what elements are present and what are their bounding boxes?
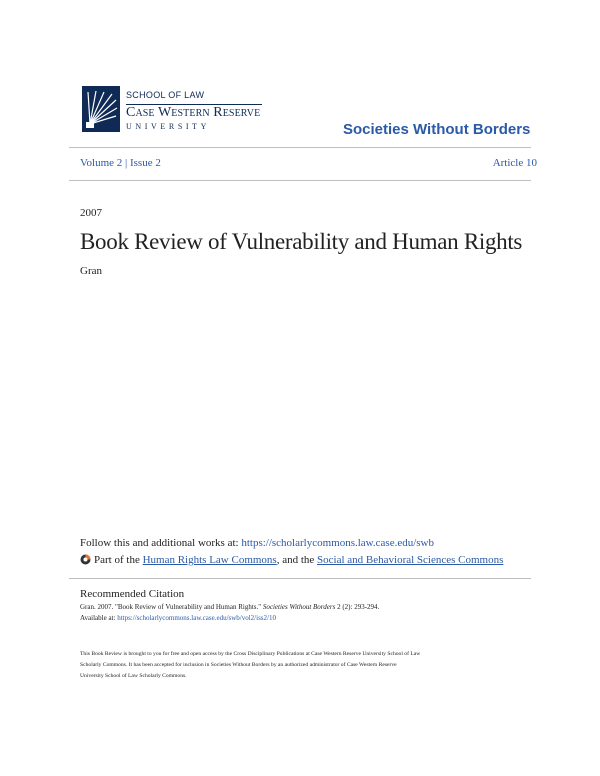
citation-availability	[80, 614, 276, 622]
article-url-link[interactable]: https://scholarlycommons.law.case.edu/swb/vol2/iss2/10	[117, 614, 276, 622]
volume-separator: |	[125, 157, 128, 169]
follow-url-link[interactable]: https://scholarlycommons.law.case.edu/swb	[241, 537, 434, 549]
article-link[interactable]: Article 10	[492, 157, 537, 169]
logo-name-text: Case Western Reserve	[126, 105, 261, 120]
available-prefix: Available at:	[80, 614, 118, 622]
publication-year: 2007	[80, 207, 102, 219]
citation-journal: Societies Without Borders	[262, 603, 336, 611]
part-of-line	[80, 554, 503, 568]
logo-school-text: SCHOOL OF LAW	[126, 90, 205, 100]
article-title: Book Review of Vulnerability and Human Rights	[80, 229, 523, 254]
part-of-prefix: Part of the	[94, 554, 143, 566]
bepress-icon	[80, 554, 91, 568]
volume-issue-line	[80, 157, 161, 169]
logo-university-text: UNIVERSITY	[126, 122, 210, 131]
citation-text	[80, 603, 379, 611]
school-logo	[82, 86, 267, 136]
volume-link[interactable]: Volume 2	[80, 157, 123, 169]
access-notice-line-3: University School of Law Scholarly Commons.	[80, 673, 187, 679]
citation-prefix: Gran. 2007. "Book Review of Vulnerability and Human Rights."	[80, 603, 263, 611]
follow-line	[80, 537, 434, 549]
human-rights-law-commons-link[interactable]: Human Rights Law Commons	[142, 554, 277, 566]
part-of-middle: , and the	[276, 554, 318, 566]
logo-emblem-icon	[82, 86, 120, 132]
header-divider	[69, 147, 531, 148]
citation-divider	[69, 578, 531, 579]
access-notice-line-1: This Book Review is brought to you for free and open access by the Cross Disciplinary Publications at Case Western Reserve University School of Law	[80, 651, 421, 657]
access-notice-line-2: Scholarly Commons. It has been accepted for inclusion in Societies Without Borders by an authorized administrator of Case Western Reserve	[80, 662, 397, 668]
recommended-citation-heading: Recommended Citation	[80, 588, 185, 600]
journal-title[interactable]: Societies Without Borders	[343, 121, 531, 138]
issue-divider	[69, 180, 531, 181]
follow-prefix: Follow this and additional works at:	[80, 537, 242, 549]
author-name: Gran	[80, 265, 102, 277]
social-behavioral-sciences-commons-link[interactable]: Social and Behavioral Sciences Commons	[317, 554, 504, 566]
citation-suffix: 2 (2): 293-294.	[335, 603, 380, 611]
issue-link[interactable]: Issue 2	[129, 157, 161, 169]
